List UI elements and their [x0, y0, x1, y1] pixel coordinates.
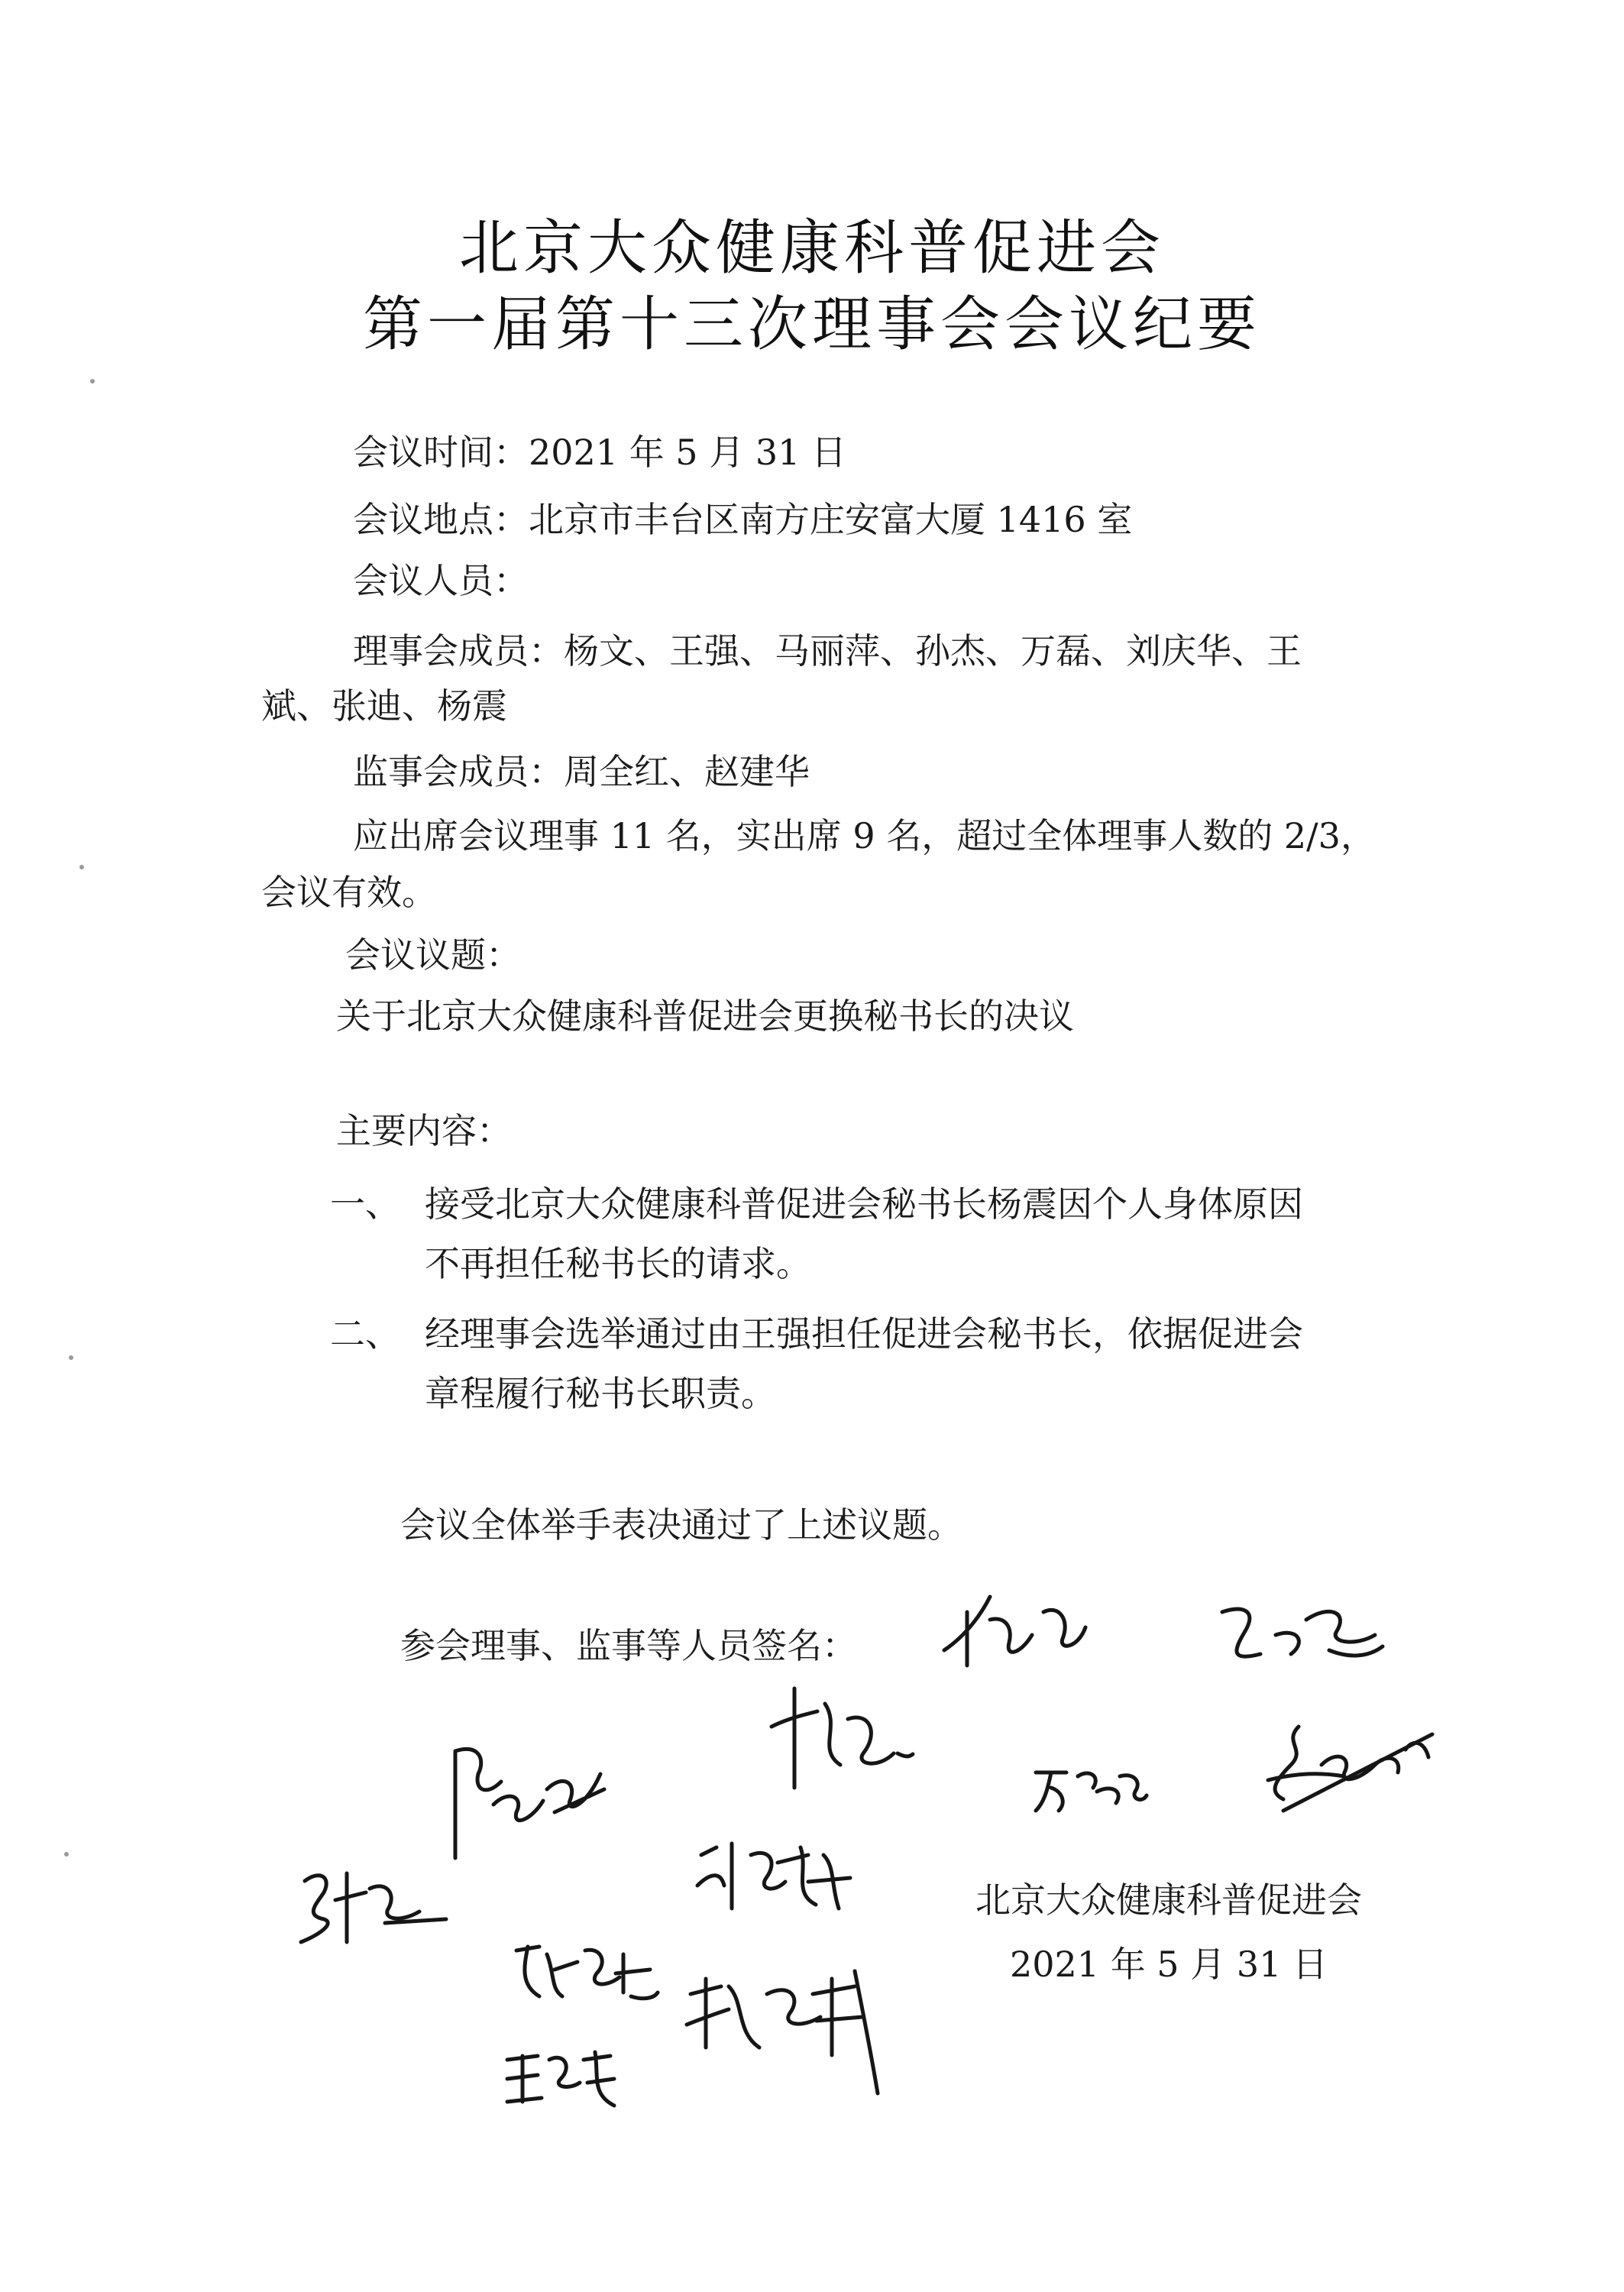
- attendance-line1: 应出席会议理事 11 名，实出席 9 名，超过全体理事人数的 2/3，: [353, 815, 1376, 856]
- document-subtitle: 第一届第十三次理事会会议纪要: [362, 290, 1261, 359]
- content-item-1-line1: 接受北京大众健康科普促进会秘书长杨震因个人身体原因: [425, 1183, 1303, 1225]
- council-members-line1: 理事会成员：杨文、王强、马丽萍、孙杰、万磊、刘庆华、王: [353, 630, 1302, 672]
- footer-organization: 北京大众健康科普促进会: [975, 1879, 1362, 1921]
- signature-wang-qiang: [1215, 1589, 1390, 1673]
- signature-wan-lei: [1028, 1757, 1150, 1818]
- attendees-label: 会议人员：: [353, 560, 529, 601]
- scan-dot: [64, 1852, 69, 1857]
- signature-yang-zhen: [764, 1681, 917, 1795]
- content-label: 主要内容：: [336, 1110, 512, 1151]
- agenda-label: 会议议题：: [345, 934, 521, 976]
- signature-zhang-di: [509, 1931, 662, 2008]
- meeting-place: 会议地点：北京市丰台区南方庄安富大厦 1416 室: [353, 499, 1133, 540]
- attendance-line2: 会议有效。: [261, 872, 437, 913]
- footer-date: 2021 年 5 月 31 日: [1010, 1944, 1328, 1985]
- signatures-label: 参会理事、监事等人员签名：: [400, 1625, 857, 1666]
- signature-liu-qinghua: [686, 1832, 854, 1924]
- scan-dot: [69, 1355, 73, 1360]
- signature-ma-liping: [1253, 1719, 1436, 1826]
- signature-wang-bin: [500, 2037, 622, 2113]
- content-item-2-line1: 经理事会选举通过由王强担任促进会秘书长，依据促进会: [425, 1313, 1303, 1355]
- signature-yang-wen: [937, 1581, 1089, 1673]
- signature-sun-jie: [293, 1858, 454, 1950]
- resolution-text: 会议全体举手表决通过了上述议题。: [400, 1504, 962, 1546]
- scan-dot: [79, 865, 84, 869]
- supervisors: 监事会成员：周全红、赵建华: [353, 751, 810, 792]
- content-item-2-line2: 章程履行秘书长职责。: [425, 1373, 776, 1414]
- meeting-time: 会议时间：2021 年 5 月 31 日: [353, 432, 846, 473]
- content-item-1-line2: 不再担任秘书长的请求。: [425, 1243, 811, 1284]
- council-members-line2: 斌、张迪、杨震: [261, 685, 507, 727]
- agenda-item: 关于北京大众健康科普促进会更换秘书长的决议: [336, 995, 1074, 1037]
- signature-zhou-quanhong: [440, 1728, 616, 1866]
- document-title: 北京大众健康科普促进会: [458, 214, 1165, 283]
- scan-dot: [90, 379, 95, 384]
- signature-zhao-jianhua: [675, 1963, 904, 2101]
- content-item-2-number: 二、: [330, 1313, 400, 1355]
- content-item-1-number: 一、: [330, 1183, 400, 1225]
